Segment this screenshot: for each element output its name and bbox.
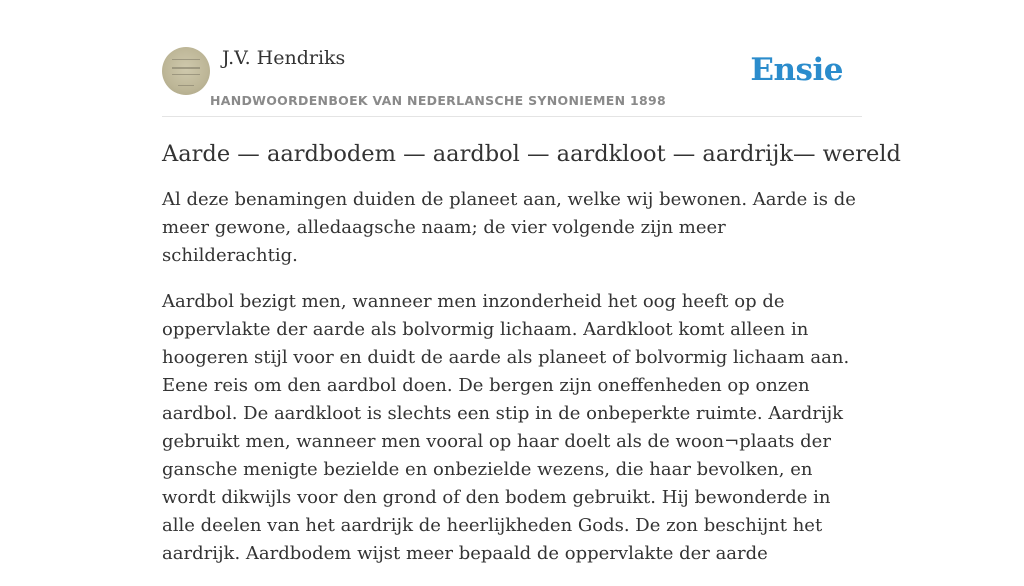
article <box>162 138 901 586</box>
article-paragraph: Al deze benamingen duiden de planeet aan, welke wij bewonen. Aarde is de meer gewone, alledaagsche naam; de vier volgende zijn meer schilderachtig. <box>162 189 856 266</box>
article-title: Aarde — aardbodem — aardbol — aardkloot — aardrijk— wereld <box>162 141 901 167</box>
avatar[interactable] <box>162 47 210 95</box>
author-name[interactable]: J.V. Hendriks <box>222 47 346 69</box>
avatar-detail-line <box>172 59 200 60</box>
avatar-detail-line <box>172 67 200 69</box>
brand-logo[interactable]: Ensie <box>750 52 843 88</box>
avatar-detail-line <box>178 85 194 86</box>
source-title[interactable]: HANDWOORDENBOEK VAN NEDERLANSCHE SYNONIEMEN 1898 <box>210 93 667 108</box>
avatar-detail-line <box>172 74 200 75</box>
header <box>162 46 862 117</box>
article-paragraph: Aardbol bezigt men, wanneer men inzonderheid het oog heeft op de oppervlakte der aarde als bolvormig lichaam. Aardkloot komt alleen in hoogeren stijl voor en duidt de aarde als planeet of bolvormig lichaam aan. Eene reis om den aardbol doen. De bergen zijn oneffenheden op onzen aardbol. De aardkloot is slechts een stip in de onbeperkte ruimte. Aardrijk gebruikt men, wanneer men vooral op haar doelt als de woon¬plaats der gansche menigte bezielde en onbezielde wezens, die haar bevolken, en wordt dikwijls voor den grond of den bodem gebruikt. Hij bewonderde in alle deelen van het aardrijk de heerlijkheden Gods. De zon beschijnt het aardrijk. Aardbodem wijst meer bepaald de oppervlakte der aarde <box>162 291 850 564</box>
